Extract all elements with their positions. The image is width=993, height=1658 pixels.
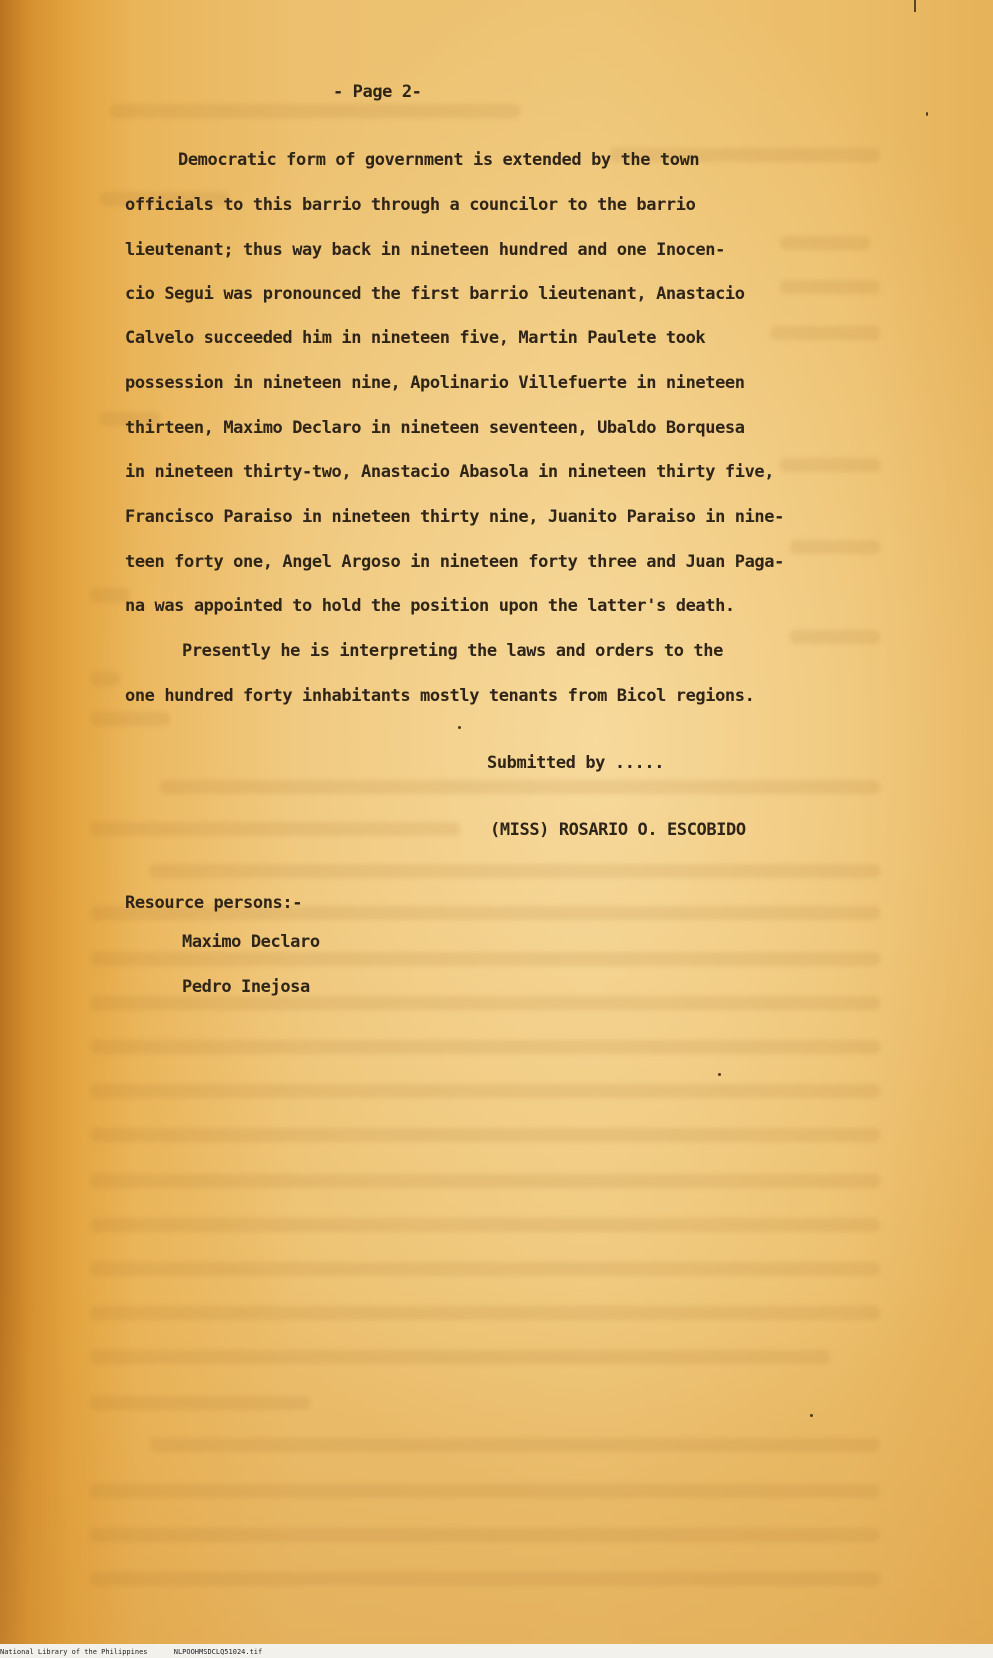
paragraph-line: officials to this barrio through a councilor to the barrio bbox=[125, 195, 696, 215]
footer-file-id: NLPOOHMSDCLQ51024.tif bbox=[173, 1648, 263, 1656]
resource-person: Maximo Declaro bbox=[182, 932, 320, 952]
paragraph-line: teen forty one, Angel Argoso in nineteen forty three and Juan Paga- bbox=[125, 552, 784, 572]
paragraph-line: possession in nineteen nine, Apolinario Villefuerte in nineteen bbox=[125, 373, 745, 393]
paragraph-line: Democratic form of government is extended by the town bbox=[178, 150, 700, 170]
paragraph-line: Presently he is interpreting the laws and orders to the bbox=[182, 641, 723, 661]
paragraph-line: cio Segui was pronounced the first barrio lieutenant, Anastacio bbox=[125, 284, 745, 304]
paragraph-line: Francisco Paraiso in nineteen thirty nine, Juanito Paraiso in nine- bbox=[125, 507, 784, 527]
paragraph-line: Calvelo succeeded him in nineteen five, Martin Paulete took bbox=[125, 328, 706, 348]
paragraph-line: na was appointed to hold the position upon the latter's death. bbox=[125, 596, 735, 616]
paragraph-line: thirteen, Maximo Declaro in nineteen seventeen, Ubaldo Borquesa bbox=[125, 418, 745, 438]
resource-persons-label: Resource persons:- bbox=[125, 893, 303, 913]
submitted-by: Submitted by ..... bbox=[487, 753, 665, 773]
paragraph-line: lieutenant; thus way back in nineteen hundred and one Inocen- bbox=[125, 240, 725, 260]
stray-mark bbox=[458, 726, 461, 729]
stray-mark bbox=[810, 1414, 813, 1417]
paragraph-line: in nineteen thirty-two, Anastacio Abasola in nineteen thirty five, bbox=[125, 462, 775, 482]
page-header: - Page 2- bbox=[333, 82, 422, 102]
stray-mark bbox=[926, 112, 928, 116]
edge-tick bbox=[914, 0, 916, 12]
stray-mark bbox=[718, 1073, 721, 1076]
resource-person: Pedro Inejosa bbox=[182, 977, 310, 997]
scan-footer bbox=[0, 1646, 993, 1658]
footer-library: National Library of the Philippines bbox=[0, 1648, 148, 1656]
author-signature: (MISS) ROSARIO O. ESCOBIDO bbox=[490, 820, 746, 840]
paragraph-line: one hundred forty inhabitants mostly tenants from Bicol regions. bbox=[125, 686, 755, 706]
